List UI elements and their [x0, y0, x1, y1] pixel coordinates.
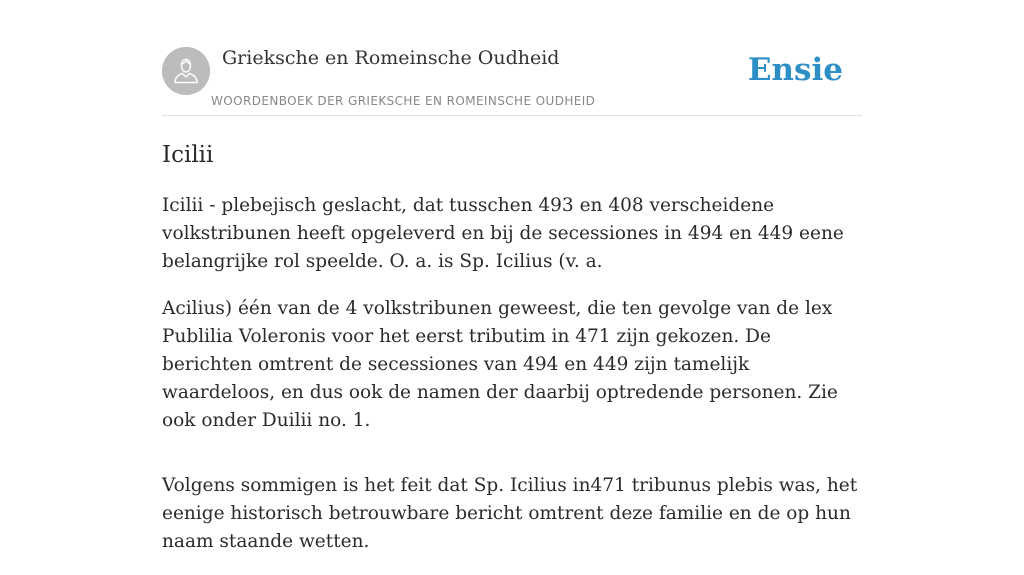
page	[162, 0, 862, 552]
user-icon	[162, 47, 210, 95]
avatar[interactable]	[162, 47, 210, 95]
entry-paragraph: Icilii - plebejisch geslacht, dat tusschen 493 en 408 verscheidene volkstribunen heeft opgeleverd en bij de secessiones in 494 en 449 eene belangrijke rol speelde. O. a. is Sp. Icilius (v. a.	[162, 195, 844, 272]
source-header	[162, 0, 862, 116]
entry-paragraph: Volgens sommigen is het feit dat Sp. Icilius in471 tribunus plebis was, het eenige historisch betrouwbare bericht omtrent deze familie en de op hun naam staande wetten.	[162, 475, 858, 552]
source-title-link[interactable]: Grieksche en Romeinsche Oudheid	[222, 47, 560, 69]
source-subtitle: WOORDENBOEK DER GRIEKSCHE EN ROMEINSCHE OUDHEID	[211, 94, 596, 108]
entry-paragraph: Acilius) één van de 4 volkstribunen geweest, die ten gevolge van de lex Publilia Voleronis voor het eerst tributim in 471 zijn gekozen. De berichten omtrent de secessiones van 494 en 449 zijn tamelijk waardeloos, en dus ook de namen der daarbij optredende personen. Zie ook onder Duilii no. 1.	[162, 298, 838, 431]
entry-title: Icilii	[162, 142, 214, 168]
ensie-logo[interactable]: Ensie	[747, 52, 843, 88]
entry-body	[162, 192, 862, 575]
